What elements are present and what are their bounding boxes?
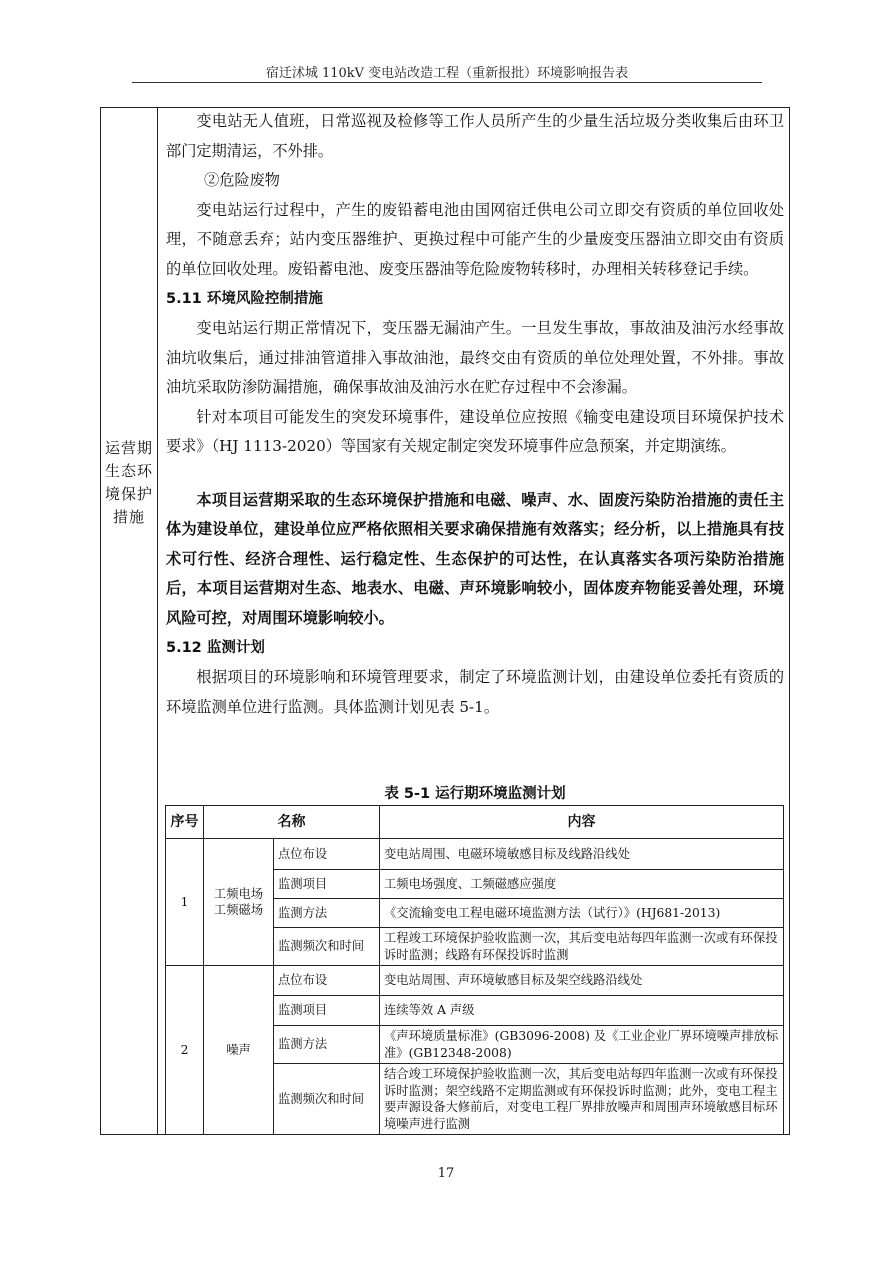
heading-5-12: 5.12 监测计划 [166, 640, 265, 656]
item-content: 结合竣工环境保护验收监测一次，其后变电站每四年监测一次或有环保投诉时监测；架空线路不定期监测或有环保投诉时监测；此外，变电工程主要声源设备大修前后，对变电工程厂界排放噪声和周围声环境敏感目标环境噪声进行监测 [380, 1064, 784, 1135]
paragraph-domestic-waste: 变电站无人值班，日常巡视及检修等工作人员所产生的少量生活垃圾分类收集后由环卫部门定期清运，不外排。 [166, 112, 784, 160]
paragraph-emergency-plan: 针对本项目可能发生的突发环境事件，建设单位应按照《输变电建设项目环境保护技术要求》（HJ 1113-2020）等国家有关规定制定突发环境事件应急预案，并定期演练。 [166, 407, 784, 455]
item-content: 《交流输变电工程电磁环境监测方法（试行）》(HJ681-2013) [380, 899, 784, 928]
item-content: 连续等效 A 声级 [380, 996, 784, 1026]
item-label: 监测频次和时间 [274, 1064, 380, 1135]
subheading-hazardous-waste: ②危险废物 [204, 171, 280, 189]
group-name: 工频电场 工频磁场 [204, 839, 274, 966]
item-content: 变电站周围、声环境敏感目标及架空线路沿线处 [380, 966, 784, 996]
group-name: 噪声 [204, 966, 274, 1135]
paragraph-monitoring-intro: 根据项目的环境影响和环境管理要求，制定了环境监测计划，由建设单位委托有资质的环境监测单位进行监测。具体监测计划见表 5-1。 [166, 668, 784, 716]
paragraph-risk-control: 变电站运行期正常情况下，变压器无漏油产生。一旦发生事故，事故油及油污水经事故油坑收集后，通过排油管道排入事故油池，最终交由有资质的单位处理处置，不外排。事故油坑采取防渗防漏措施，确保事故油及油污水在贮存过程中不会渗漏。 [166, 319, 784, 396]
section-content [166, 107, 784, 722]
header-no: 序号 [166, 806, 204, 839]
page-number: 17 [437, 1166, 455, 1181]
item-label: 点位布设 [274, 966, 380, 996]
monitoring-plan-table [165, 805, 784, 1135]
header-rule [132, 82, 762, 83]
item-label: 监测项目 [274, 870, 380, 899]
paragraph-hazardous-waste: 变电站运行过程中，产生的废铅蓄电池由国网宿迁供电公司立即交有资质的单位回收处理，不随意丢弃；站内变压器维护、更换过程中可能产生的少量废变压器油立即交由有资质的单位回收处理。废铅蓄电池、废变压器油等危险废物转移时，办理相关转移登记手续。 [166, 200, 784, 278]
label-column [100, 107, 158, 1135]
item-content: 工频电场强度、工频磁感应强度 [380, 870, 784, 899]
item-label: 点位布设 [274, 839, 380, 870]
page-header: 宿迁沭城 110kV 变电站改造工程（重新报批）环境影响报告表 [265, 66, 629, 81]
header-content: 内容 [380, 806, 784, 839]
item-label: 监测项目 [274, 996, 380, 1026]
table-row [166, 966, 784, 996]
table-title: 表 5-1 运行期环境监测计划 [384, 786, 566, 802]
item-content: 《声环境质量标准》(GB3096-2008) 及《工业企业厂界环境噪声排放标准》(GB12348-2008) [380, 1026, 784, 1064]
table-header-row [166, 806, 784, 839]
paragraph-conclusion: 本项目运营期采取的生态环境保护措施和电磁、噪声、水、固废污染防治措施的责任主体为建设单位，建设单位应严格依照相关要求确保措施有效落实；经分析，以上措施具有技术可行性、经济合理性、运行稳定性、生态保护的可达性，在认真落实各项污染防治措施后，本项目运营期对生态、地表水、电磁、声环境影响较小，固体废弃物能妥善处理，环境风险可控，对周围环境影响较小。 [166, 490, 784, 627]
item-label: 监测频次和时间 [274, 928, 380, 966]
item-content: 变电站周围、电磁环境敏感目标及线路沿线处 [380, 839, 784, 870]
item-label: 监测方法 [274, 899, 380, 928]
heading-5-11: 5.11 环境风险控制措施 [166, 291, 323, 307]
section-side-label: 运营期生态环境保护措施 [104, 439, 153, 526]
header-name: 名称 [204, 806, 380, 839]
item-label: 监测方法 [274, 1026, 380, 1064]
group-number: 2 [166, 966, 204, 1135]
item-content: 工程竣工环境保护验收监测一次，其后变电站每四年监测一次或有环保投诉时监测；线路有环保投诉时监测 [380, 928, 784, 966]
table-row [166, 839, 784, 870]
group-number: 1 [166, 839, 204, 966]
